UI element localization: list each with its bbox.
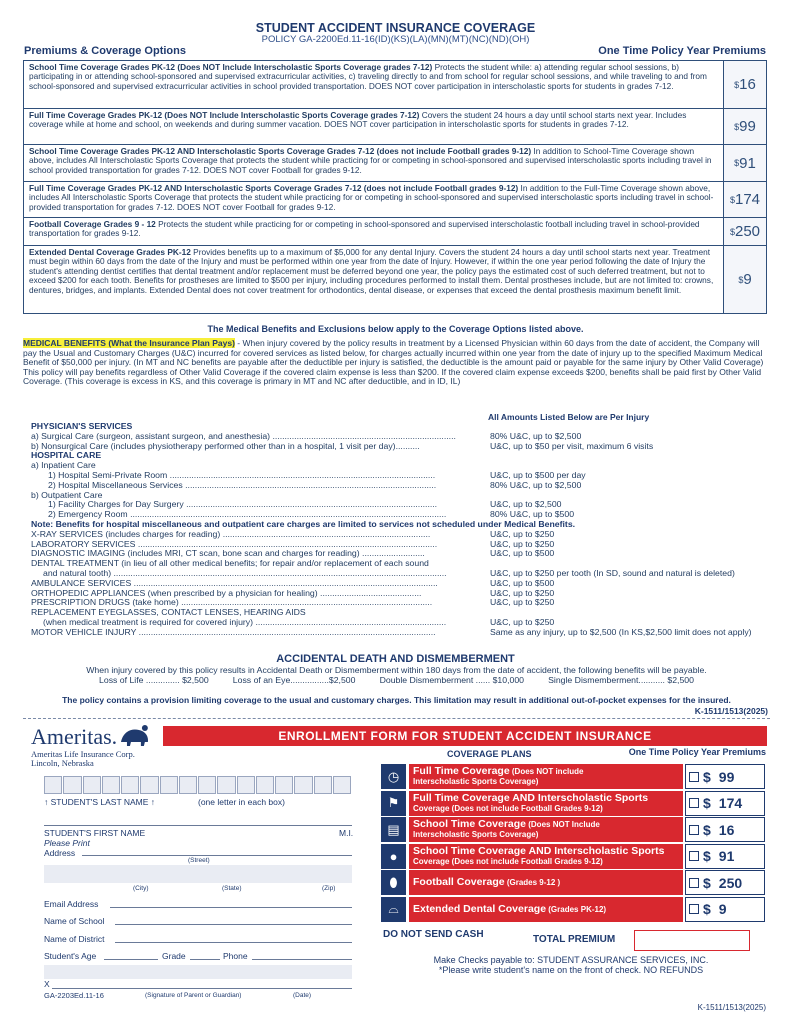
ameritas-logo bbox=[31, 724, 151, 772]
add-text bbox=[23, 665, 770, 685]
coverage-option-name: School Time Coverage Grades PK-12 (Does NOT Include Interscholastic Sports Coverage grades 7-12) bbox=[29, 62, 433, 72]
coverage-plans-header: COVERAGE PLANS bbox=[447, 749, 532, 759]
benefit-label: AMBULANCE SERVICES .............................................................................................................................. bbox=[31, 578, 438, 588]
coverage-option-price: $ 250 bbox=[724, 218, 766, 245]
benefit-row bbox=[31, 540, 771, 550]
plan-checkbox[interactable] bbox=[689, 825, 699, 835]
email-label: Email Address bbox=[44, 899, 99, 909]
benefit-label: MOTOR VEHICLE INJURY ........................................................................................................................... bbox=[31, 627, 436, 637]
coverage-option-name: Full Time Coverage Grades PK-12 AND Interscholastic Sports Coverage Grades 7-12 (does not include Football grades 9-12) bbox=[29, 183, 519, 193]
benefit-value: U&C, up to $50 per visit, maximum 6 visits bbox=[490, 440, 654, 451]
benefit-row bbox=[31, 461, 771, 471]
coverage-option-text: In addition to School-Time Coverage shown above, includes All Interscholastic Sports Coverage that protects the student while practicing for or competing in school-sponsored and supervised interscholastic sports including travel in school provided transportation for grades 7-12. DOES NOT cover Football for grades 9-12. bbox=[29, 146, 712, 175]
letter-box[interactable] bbox=[121, 776, 139, 794]
tooth-icon: ⌓ bbox=[381, 897, 406, 922]
football-icon: ⬮ bbox=[381, 870, 406, 895]
benefit-row bbox=[31, 510, 771, 520]
benefit-row bbox=[31, 589, 771, 599]
coverage-option-name: Full Time Coverage Grades PK-12 (Does NOT Include Interscholastic Sports Coverage grades 7-12) bbox=[29, 110, 420, 120]
benefit-label: DENTAL TREATMENT (in lieu of all other medical benefits; for repair and/or replacement of each sound bbox=[31, 559, 429, 569]
coverage-plan-row bbox=[381, 844, 768, 869]
coverage-option-price-value: 16 bbox=[739, 76, 756, 93]
coverage-plan-price: $ 99 bbox=[685, 764, 765, 789]
age-label: Student's Age bbox=[44, 951, 97, 961]
last-name-label: ↑ STUDENT'S LAST NAME ↑ bbox=[44, 797, 156, 807]
benefit-row bbox=[31, 491, 771, 501]
please-print-note: Please Print bbox=[44, 838, 90, 848]
benefit-value: Same as any injury, up to $2,500 (In KS,$2,500 limit does not apply) bbox=[490, 626, 752, 637]
provision-note: The policy contains a provision limiting coverage to the usual and customary charges. This limitation may result in additional out-of-pocket expenses for the insured. bbox=[62, 695, 731, 705]
benefit-label: Note: Benefits for hospital miscellaneous and outpatient care charges are limited to services not scheduled under Medical Benefits. bbox=[31, 519, 576, 529]
coverage-option-description bbox=[24, 61, 724, 108]
coverage-plan-title: Extended Dental Coverage bbox=[413, 902, 547, 915]
coverage-option-price-value: 9 bbox=[743, 271, 752, 288]
coverage-plan-price: $ 91 bbox=[685, 844, 765, 869]
coverage-plan-detail: Coverage (Does not include Football Grades 9-12) bbox=[413, 856, 603, 866]
other-coverage-paragraph: This policy will pay benefits regardless of Other Valid Coverage if the covered claim expense is less than $200. If the covered claim expense exceeds $200, benefits shall be paid first by Other Valid Coverage. (This coverage is excess in KS, and this coverage is primary in MT and NC after deductible, and in ID, IL) bbox=[23, 366, 762, 387]
grade-label: Grade bbox=[162, 951, 186, 961]
coverage-plan-row bbox=[381, 817, 768, 842]
letter-box[interactable] bbox=[198, 776, 216, 794]
coverage-option-price: $ 16 bbox=[724, 61, 766, 108]
coverage-plan-label bbox=[409, 764, 683, 789]
document-title: STUDENT ACCIDENT INSURANCE COVERAGE bbox=[255, 21, 536, 35]
add-description: When injury covered by this policy results in Accidental Death or Dismemberment within 180 days from the date of accident, the following benefits will be payable. bbox=[86, 665, 707, 675]
city-label: (City) bbox=[133, 885, 149, 892]
coverage-option-price: $ 91 bbox=[724, 145, 766, 181]
benefit-label: 2) Emergency Room ................................................................................................................................... bbox=[48, 510, 447, 520]
benefit-value: U&C, up to $2,500 bbox=[490, 499, 562, 510]
coverage-plan-row bbox=[381, 791, 768, 816]
applies-note: The Medical Benefits and Exclusions below apply to the Coverage Options listed above. bbox=[207, 324, 584, 334]
coverage-plan-row bbox=[381, 870, 768, 895]
add-benefits-line: Loss of Life .............. $2,500 Loss of an Eye................$2,500 Double Dismemberment ...... $10,000 Single Dismemberment........... $2,500 bbox=[99, 675, 694, 685]
benefit-label: PRESCRIPTION DRUGS (take home) ........................................................................................................ bbox=[31, 598, 433, 608]
email-input[interactable] bbox=[110, 897, 352, 908]
benefit-value: U&C, up to $250 bbox=[490, 587, 555, 598]
coverage-option-text: In addition to the Full-Time Coverage shown above, includes All Interscholastic Sports Coverage that protects the student while practicing for or competing in school-sponsored and supervised interscholastic sports including travel in school-provided transportation for grades 7-12. DOES NOT cover Football for grades 9-12. bbox=[29, 183, 714, 212]
coverage-option-name: School Time Coverage Grades PK-12 AND Interscholastic Sports Coverage Grades 7-12 (does not include Football grades 9-12) bbox=[29, 146, 532, 156]
coverage-plan-title: Full Time Coverage bbox=[413, 765, 510, 777]
state-label: (State) bbox=[222, 885, 242, 892]
medical-benefits-text bbox=[23, 339, 770, 387]
benefit-row bbox=[31, 432, 771, 442]
coverage-plan-subtitle: (Does NOT include bbox=[509, 767, 584, 776]
benefit-row bbox=[31, 451, 771, 461]
phone-label: Phone bbox=[223, 951, 248, 961]
letter-box[interactable] bbox=[314, 776, 332, 794]
benefit-label: 1) Facility Charges for Day Surgery ........................................................................................................ bbox=[48, 500, 438, 510]
benefit-value: 80% U&C, up to $2,500 bbox=[490, 430, 582, 441]
benefit-label: 2) Hospital Miscellaneous Services ........................................................................................................ bbox=[48, 480, 437, 490]
letter-box[interactable] bbox=[102, 776, 120, 794]
coverage-option-text: Protects the student while practicing for or competing in school-sponsored and supervised interscholastic football including travel in school-provided transportation for grades 9-12. bbox=[29, 219, 700, 239]
coverage-plan-title: School Time Coverage AND Interscholastic Sports bbox=[413, 844, 665, 857]
signature-x: X bbox=[44, 979, 50, 989]
age-input[interactable] bbox=[104, 949, 158, 960]
plan-checkbox[interactable] bbox=[689, 851, 699, 861]
coverage-option-description bbox=[24, 218, 724, 245]
coverage-option-price-value: 174 bbox=[734, 191, 761, 208]
coverage-option-text: Protects the student while: a) attending regular school sessions, b) participating in or attending school-sponsored and supervised extracurricular activities, c) traveling directly to and from school for regular school sessions, and while traveling to and from school-sponsored and supervised extracurricular activities in school provided transportation. DOES NOT cover participation in interscholastic sports for students in grades 7-12. bbox=[29, 62, 707, 91]
coverage-plan-label bbox=[409, 870, 683, 895]
benefit-value: U&C, up to $500 bbox=[490, 548, 555, 559]
benefit-value: U&C, up to $500 bbox=[490, 577, 555, 588]
benefit-label: 1) Hospital Semi-Private Room .............................................................................................................. bbox=[48, 470, 436, 480]
coverage-option-price-value: 91 bbox=[739, 154, 756, 172]
cut-line bbox=[23, 718, 770, 719]
logo-company: Ameritas Life Insurance Corp. bbox=[31, 749, 135, 759]
enrollment-form-number: GA-2203Ed.11-16 bbox=[44, 991, 104, 1000]
plan-premiums-header: One Time Policy Year Premiums bbox=[628, 747, 766, 757]
benefit-label: (when medical treatment is required for covered injury) ............................................................................... bbox=[43, 617, 447, 627]
benefit-label: LABORATORY SERVICES ............................................................................................................................ bbox=[31, 539, 438, 549]
benefit-row bbox=[31, 422, 771, 432]
coverage-plan-row bbox=[381, 764, 768, 789]
logo-wordmark: Ameritas. bbox=[31, 724, 118, 749]
coverage-option-price: $ 9 bbox=[724, 246, 766, 313]
coverage-option-price-value: 250 bbox=[734, 223, 761, 240]
coverage-plan-subtitle: (Does NOT Include bbox=[526, 820, 600, 830]
benefit-label: DIAGNOSTIC IMAGING (includes MRI, CT scan, bone scan and charges for reading) .......................... bbox=[31, 549, 425, 559]
bison-icon bbox=[119, 724, 151, 750]
coverage-option-row bbox=[24, 61, 766, 109]
benefit-label: PHYSICIAN'S SERVICES bbox=[31, 422, 133, 431]
benefit-label: HOSPITAL CARE bbox=[31, 451, 102, 461]
coverage-plan-price-value: 91 bbox=[718, 848, 735, 865]
premiums-header: Premiums & Coverage Options bbox=[24, 45, 186, 57]
coverage-plan-price: $ 9 bbox=[685, 897, 765, 922]
city-state-zip-input[interactable] bbox=[44, 865, 352, 883]
coverage-option-row bbox=[24, 182, 766, 218]
coverage-plan-price: $ 174 bbox=[685, 791, 765, 816]
grade-input[interactable] bbox=[190, 949, 220, 960]
benefit-row bbox=[31, 579, 771, 589]
benefit-row bbox=[31, 520, 771, 530]
benefits-schedule bbox=[31, 422, 771, 638]
coverage-option-row bbox=[24, 246, 766, 313]
letter-box[interactable] bbox=[63, 776, 81, 794]
letter-box[interactable] bbox=[83, 776, 101, 794]
letter-box[interactable] bbox=[294, 776, 312, 794]
benefit-value: U&C, up to $250 bbox=[490, 538, 555, 549]
checks-payable-line: Make Checks payable to: STUDENT ASSURANCE SERVICES, INC. bbox=[433, 955, 709, 965]
coverage-option-row bbox=[24, 218, 766, 246]
coverage-plan-subtitle: (Grades 9-12 ) bbox=[504, 878, 561, 888]
benefit-row bbox=[31, 500, 771, 510]
coverage-plan-price-value: 16 bbox=[718, 821, 735, 838]
coverage-plan-price: $ 16 bbox=[685, 817, 765, 842]
benefit-row bbox=[31, 481, 771, 491]
letter-box[interactable] bbox=[237, 776, 255, 794]
coverage-plan-price: $ 250 bbox=[685, 870, 765, 895]
coverage-plan-title: Full Time Coverage AND Interscholastic Sports bbox=[413, 791, 649, 804]
address-label: Address bbox=[44, 848, 76, 858]
benefit-row bbox=[31, 530, 771, 540]
street-label: (Street) bbox=[188, 857, 210, 864]
signature-label: (Signature of Parent or Guardian) bbox=[145, 992, 242, 999]
benefit-label: REPLACEMENT EYEGLASSES, CONTACT LENSES, HEARING AIDS bbox=[31, 608, 306, 618]
coverage-option-description bbox=[24, 109, 724, 144]
last-name-boxes[interactable] bbox=[44, 776, 352, 794]
coverage-plan-price-value: 174 bbox=[718, 795, 743, 812]
do-not-send-cash: DO NOT SEND CASH bbox=[383, 929, 484, 940]
date-label: (Date) bbox=[293, 992, 312, 999]
plan-checkbox[interactable] bbox=[689, 772, 699, 782]
street-input[interactable] bbox=[82, 846, 352, 856]
amounts-header: All Amounts Listed Below are Per Injury bbox=[488, 412, 650, 422]
mi-label: M.I. bbox=[339, 828, 354, 838]
letter-box[interactable] bbox=[256, 776, 274, 794]
benefit-row bbox=[31, 598, 771, 608]
coverage-option-text: Provides benefits up to a maximum of $5,000 for any dental Injury. Covers the student 24 hours a day until school starts next year. Treatment must begin within 60 days from the date of the Injury and must be performed within one year from the date of Injury. However, if within the one year period following the date of Injury the student's attending dentist certifies that dental treatment and/or replacement must be deferred beyond one year, the policy pays the estimated cost of such deferred treatment, but not to exceed $200 for each tooth. Benefits for prostheses are limited to $500 per injury, including procedures performed to install them. Dental prostheses include, but are not limited to: crowns, dentures, bridges, and implants. Extended Dental does not cover treatment for orthodontics, dental disease, or expenses that exceed the dental prosthesis maximum benefit limit. bbox=[29, 247, 714, 295]
coverage-plan-label bbox=[409, 897, 683, 922]
coverage-plan-price-value: 9 bbox=[718, 901, 727, 918]
enrollment-banner: ENROLLMENT FORM FOR STUDENT ACCIDENT INSURANCE bbox=[163, 726, 767, 746]
phone-input[interactable] bbox=[252, 949, 352, 960]
coverage-option-row bbox=[24, 145, 766, 182]
letter-box[interactable] bbox=[140, 776, 158, 794]
letter-box[interactable] bbox=[179, 776, 197, 794]
benefit-row bbox=[31, 549, 771, 559]
coverage-plan-label bbox=[409, 791, 683, 816]
benefit-row bbox=[31, 471, 771, 481]
total-premium-input[interactable] bbox=[634, 930, 750, 951]
benefit-label: a) Inpatient Care bbox=[31, 461, 96, 471]
benefit-value: U&C, up to $250 bbox=[490, 597, 555, 608]
benefit-value: U&C, up to $250 bbox=[490, 616, 555, 627]
medical-benefits-paragraph: - When injury covered by the policy results in treatment by a Licensed Physician within 60 days from the date of accident, the Company will pay the Usual and Customary Charges (U&C) incurred for covered services as listed below, for charges actually incurred within one year from the date of injury up to the specified Maximum Medical Benefit of $50,000 per injury. (In MT and NC benefits are payable after the deductible per injury is satisfied, the deductible is the amount paid or payable for the same injury by Other Valid Coverage) bbox=[23, 338, 764, 368]
zip-label: (Zip) bbox=[322, 885, 336, 892]
coverage-option-price: $ 174 bbox=[724, 182, 766, 217]
form-number: K-1511/1513(2025) bbox=[694, 706, 768, 716]
total-premium-label: TOTAL PREMIUM bbox=[533, 934, 616, 945]
coverage-plan-price-value: 250 bbox=[718, 874, 743, 891]
clock-icon: ◷ bbox=[381, 764, 406, 789]
checks-payable-note bbox=[381, 955, 761, 975]
extra-field[interactable] bbox=[44, 965, 352, 979]
coverage-plan-label bbox=[409, 817, 683, 842]
coverage-options-table bbox=[23, 60, 767, 314]
benefit-row bbox=[31, 608, 771, 618]
coverage-plan-row bbox=[381, 897, 768, 922]
policy-number: POLICY GA-2200Ed.11-16(ID)(KS)(LA)(MN)(MT)(NC)(ND)(OH) bbox=[261, 34, 530, 45]
benefit-value: 80% U&C, up to $2,500 bbox=[490, 479, 582, 490]
school-input[interactable] bbox=[115, 914, 352, 925]
signature-input[interactable] bbox=[52, 979, 352, 989]
benefit-label: ORTHOPEDIC APPLIANCES (when prescribed by a physician for healing) .......................................... bbox=[31, 588, 422, 598]
coverage-plan-detail: Coverage (Does not include Football Grades 9-12) bbox=[413, 803, 603, 813]
district-input[interactable] bbox=[115, 932, 352, 943]
form-number-bottom: K-1511/1513(2025) bbox=[697, 1003, 766, 1012]
plan-checkbox[interactable] bbox=[689, 798, 699, 808]
school-label: Name of School bbox=[44, 916, 105, 926]
ball-icon: ● bbox=[381, 844, 406, 869]
medical-benefits-highlight: MEDICAL BENEFITS (What the Insurance Plan Pays) bbox=[23, 338, 235, 348]
benefit-row bbox=[31, 628, 771, 638]
coverage-option-description bbox=[24, 182, 724, 217]
sports-icon: ⚑ bbox=[381, 791, 406, 816]
coverage-plan-price-value: 99 bbox=[718, 768, 735, 785]
coverage-option-name: Extended Dental Coverage Grades PK-12 bbox=[29, 247, 191, 257]
coverage-option-row bbox=[24, 109, 766, 145]
logo-location: Lincoln, Nebraska bbox=[31, 758, 94, 768]
add-title: ACCIDENTAL DEATH AND DISMEMBERMENT bbox=[276, 653, 515, 665]
coverage-option-text: Covers the student 24 hours a day until school starts next year. Includes coverage while at home and school, on weekends and during summer vacation. DOES NOT cover participation in interscholastic sports for students in grades 7-12. bbox=[29, 110, 687, 130]
plan-checkbox[interactable] bbox=[689, 878, 699, 888]
coverage-plan-detail: Interscholastic Sports Coverage) bbox=[413, 777, 539, 786]
benefit-value: U&C, up to $500 per day bbox=[490, 469, 586, 480]
benefit-label: b) Nonsurgical Care (includes physiotherapy performed other than in a hospital, 1 visit per day).......... bbox=[31, 441, 420, 451]
coverage-plan-detail: Interscholastic Sports Coverage) bbox=[413, 830, 539, 840]
premiums-right-header: One Time Policy Year Premiums bbox=[598, 45, 766, 57]
benefit-row bbox=[31, 569, 771, 579]
coverage-option-description bbox=[24, 145, 724, 181]
book-icon: ▤ bbox=[381, 817, 406, 842]
first-name-input[interactable] bbox=[44, 808, 352, 826]
letter-box[interactable] bbox=[275, 776, 293, 794]
benefit-value: U&C, up to $250 bbox=[490, 528, 555, 539]
benefit-label: b) Outpatient Care bbox=[31, 490, 103, 500]
coverage-plan-title: School Time Coverage bbox=[413, 818, 527, 831]
coverage-option-price: $ 99 bbox=[724, 109, 766, 144]
coverage-plan-title: Football Coverage bbox=[413, 876, 505, 889]
benefit-value: U&C, up to $250 per tooth (In SD, sound and natural is deleted) bbox=[490, 567, 735, 578]
benefit-label: a) Surgical Care (surgeon, assistant surgeon, and anesthesia) ............................................................................ bbox=[31, 431, 456, 441]
letter-box[interactable] bbox=[217, 776, 235, 794]
coverage-plans-list bbox=[381, 764, 768, 924]
coverage-option-name: Football Coverage Grades 9 - 12 bbox=[29, 219, 156, 229]
benefit-label: and natural tooth) .......................................................................................................................................... bbox=[43, 568, 447, 578]
coverage-plan-subtitle: (Grades PK-12) bbox=[546, 904, 607, 914]
plan-checkbox[interactable] bbox=[689, 904, 699, 914]
letter-box[interactable] bbox=[44, 776, 62, 794]
one-letter-note: (one letter in each box) bbox=[198, 797, 285, 807]
benefit-label: X-RAY SERVICES (includes charges for reading) ...................................................................................... bbox=[31, 529, 431, 539]
district-label: Name of District bbox=[44, 934, 105, 944]
benefit-value: 80% U&C, up to $500 bbox=[490, 509, 575, 520]
letter-box[interactable] bbox=[160, 776, 178, 794]
refund-line: *Please write student's name on the front of check. NO REFUNDS bbox=[438, 965, 704, 975]
coverage-option-price-value: 99 bbox=[739, 118, 756, 135]
first-name-label: STUDENT'S FIRST NAME bbox=[44, 828, 146, 838]
coverage-plan-label bbox=[409, 844, 683, 869]
benefit-row bbox=[31, 442, 771, 452]
coverage-option-description bbox=[24, 246, 724, 313]
letter-box[interactable] bbox=[333, 776, 351, 794]
